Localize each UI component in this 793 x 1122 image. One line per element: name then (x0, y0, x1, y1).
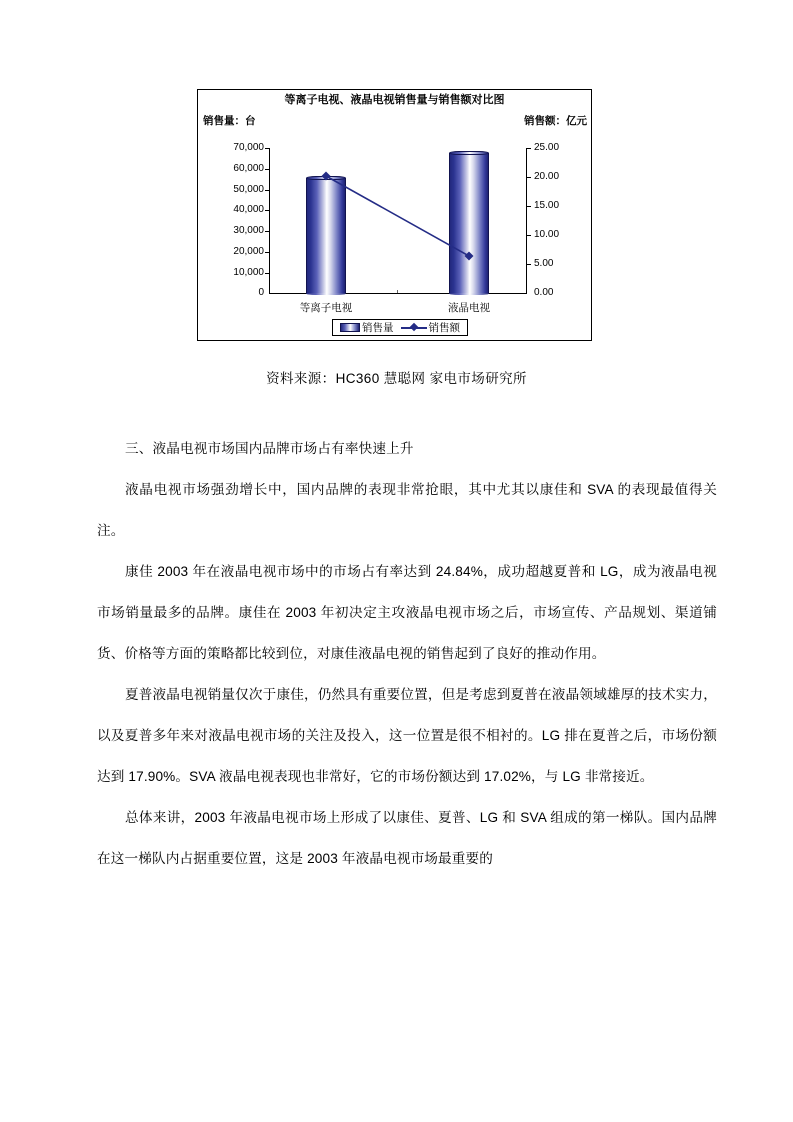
legend-line-marker-icon (401, 323, 427, 332)
left-axis-unit-label: 销售量：台 (203, 115, 256, 127)
right-axis-tick-label: 10.00 (534, 229, 560, 240)
document-body (97, 428, 717, 879)
chart-title: 等离子电视、液晶电视销售量与销售额对比图 (284, 94, 505, 106)
category-label-plasma: 等离子电视 (299, 302, 353, 314)
source-caption: 资料来源：HC360 慧聪网 家电市场研究所 (266, 371, 527, 386)
category-label-lcd: 液晶电视 (448, 302, 490, 314)
body-paragraph-3: 夏普液晶电视销量仅次于康佳，仍然具有重要位置，但是考虑到夏普在液晶领域雄厚的技术实力，以及夏普多年来对液晶电视市场的关注及投入，这一位置是很不相衬的。LG 排在夏普之后，市场份额达到 17.90%。SVA 液晶电视表现也非常好，它的市场份额达到 17.02%，与 LG 非常接近。 (97, 687, 717, 784)
left-axis-tick-label: 50,000 (233, 184, 264, 195)
sales-comparison-chart (197, 89, 592, 341)
body-paragraph-2: 康佳 2003 年在液晶电视市场中的市场占有率达到 24.84%，成功超越夏普和 LG，成为液晶电视市场销量最多的品牌。康佳在 2003 年初决定主攻液晶电视市场之后，市场宣传、产品规划、渠道铺货、价格等方面的策略都比较到位，对康佳液晶电视的销售起到了良好的推动作用。 (97, 564, 717, 661)
left-axis-tick-label: 10,000 (233, 267, 264, 278)
left-axis-tick-label: 30,000 (233, 225, 264, 236)
right-axis-tick-label: 15.00 (534, 200, 560, 211)
left-axis-tick-label: 20,000 (233, 246, 264, 257)
legend-label-sales-amount: 销售额 (428, 322, 460, 334)
left-axis-tick-label: 0 (258, 287, 264, 298)
body-paragraph-1: 液晶电视市场强劲增长中，国内品牌的表现非常抢眼，其中尤其以康佳和 SVA 的表现最值得关注。 (97, 482, 717, 538)
left-axis-tick-label: 60,000 (233, 163, 264, 174)
right-axis-tick-label: 20.00 (534, 171, 560, 182)
right-axis-tick-label: 0.00 (534, 287, 554, 298)
body-paragraph-4: 总体来讲，2003 年液晶电视市场上形成了以康佳、夏普、LG 和 SVA 组成的第一梯队。国内品牌在这一梯队内占据重要位置，这是 2003 年液晶电视市场最重要的 (97, 810, 717, 866)
left-axis-tick-label: 40,000 (233, 204, 264, 215)
sales-amount-line-series (198, 90, 593, 342)
legend-bar-swatch (340, 323, 360, 332)
chart-legend (332, 319, 468, 336)
section-heading: 三、液晶电视市场国内品牌市场占有率快速上升 (125, 441, 414, 456)
right-axis-unit-label: 销售额：亿元 (524, 115, 587, 127)
legend-label-sales-volume: 销售量 (362, 322, 394, 334)
left-axis-tick-label: 70,000 (233, 142, 264, 153)
chart-plot-area (198, 90, 593, 342)
right-axis-tick-label: 25.00 (534, 142, 560, 153)
right-axis-tick-label: 5.00 (534, 258, 554, 269)
